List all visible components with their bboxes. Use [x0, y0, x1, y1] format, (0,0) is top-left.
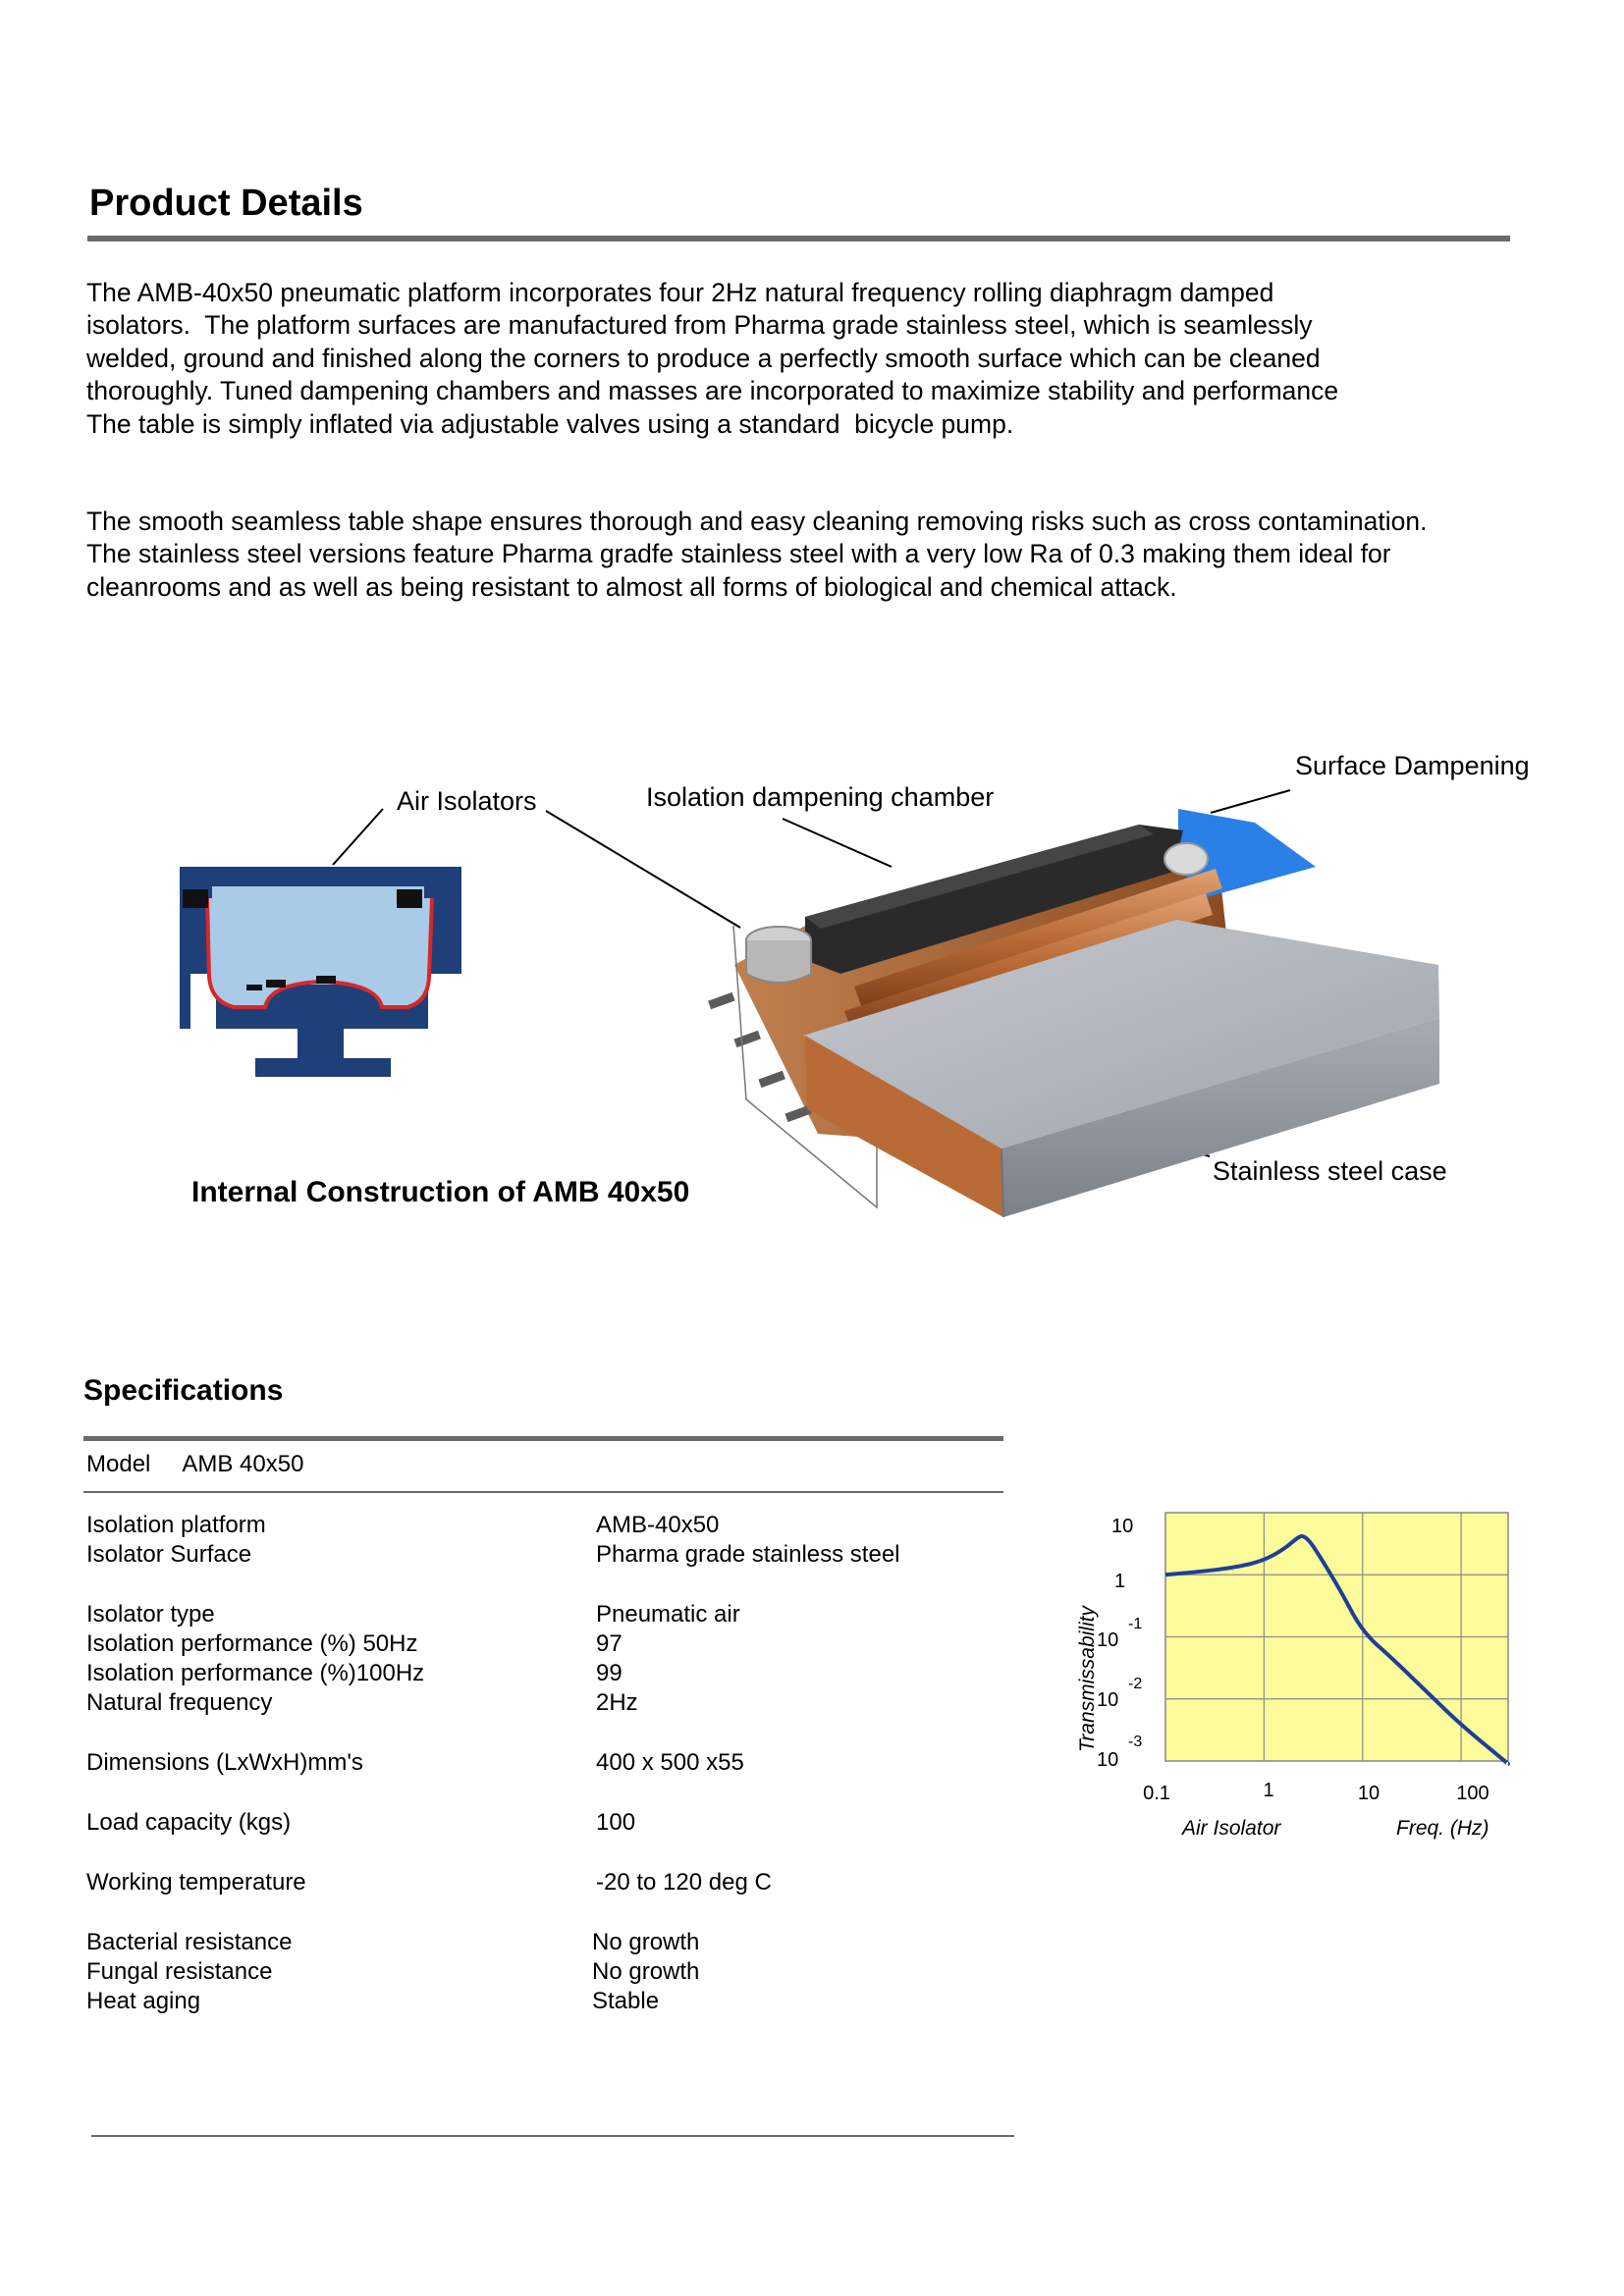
- paragraph-line: The AMB-40x50 pneumatic platform incorporates four 2Hz natural frequency rolling diaphragm damped: [86, 278, 1274, 307]
- model-value: AMB 40x50: [182, 1451, 304, 1477]
- spec-label: Isolation performance (%)100Hz: [86, 1660, 425, 1686]
- page-title: Product Details: [89, 183, 363, 224]
- paragraph-line: The smooth seamless table shape ensures thorough and easy cleaning removing risks such as cross contamination.: [86, 507, 1428, 536]
- x-tick-label: 10: [1357, 1783, 1380, 1804]
- y-tick-label: 10: [1097, 1749, 1119, 1771]
- spec-value: 99: [596, 1660, 623, 1686]
- spec-label: Natural frequency: [86, 1689, 273, 1716]
- y-tick-label: 10: [1111, 1516, 1134, 1537]
- spec-value: -20 to 120 deg C: [596, 1869, 772, 1896]
- spec-label: Working temperature: [86, 1869, 306, 1896]
- callout-dampening-chamber: Isolation dampening chamber: [646, 782, 995, 812]
- y-tick-exponent: -1: [1128, 1616, 1143, 1632]
- y-tick-label: 10: [1097, 1629, 1119, 1651]
- x-tick-label: 0.1: [1143, 1783, 1170, 1804]
- callout-surface-dampening: Surface Dampening: [1295, 751, 1530, 780]
- model-label: Model: [86, 1451, 151, 1477]
- y-axis-label: Transmissability: [1076, 1606, 1099, 1752]
- paragraph-line: isolators. The platform surfaces are manufactured from Pharma grade stainless steel, which is seamlessly: [86, 310, 1313, 341]
- intro-paragraph: [86, 277, 1540, 441]
- spec-value: Pneumatic air: [596, 1601, 740, 1628]
- spec-value: Pharma grade stainless steel: [596, 1541, 900, 1568]
- callout-stainless-case: Stainless steel case: [1213, 1156, 1447, 1186]
- paragraph-line: cleanrooms and as well as being resistant to almost all forms of biological and chemical attack.: [86, 571, 1177, 602]
- specifications-heading: Specifications: [83, 1374, 284, 1407]
- paragraph-line: The table is simply inflated via adjustable valves using a standard bicycle pump.: [86, 408, 1014, 439]
- callout-line: [546, 811, 740, 928]
- callout-air-isolators: Air Isolators: [397, 786, 537, 816]
- bottom-divider: [91, 2135, 1014, 2137]
- spec-value: 100: [596, 1809, 636, 1836]
- spec-value: No growth: [592, 1929, 700, 1955]
- spec-divider: [83, 1436, 1003, 1441]
- y-tick-exponent: -2: [1128, 1676, 1143, 1692]
- figure-caption: Internal Construction of AMB 40x50: [191, 1176, 690, 1208]
- x-axis-label: Freq. (Hz): [1396, 1817, 1489, 1840]
- spec-label: Load capacity (kgs): [86, 1809, 292, 1836]
- y-tick-label: 1: [1114, 1571, 1126, 1592]
- model-row: [86, 1451, 303, 1478]
- spec-value: No growth: [592, 1958, 700, 1985]
- spec-divider: [83, 1491, 1003, 1493]
- series-label: Air Isolator: [1182, 1817, 1281, 1840]
- transmissibility-chart: [1060, 1492, 1532, 1845]
- isolator-cross-section: [180, 867, 461, 1077]
- spec-label: Heat aging: [86, 1988, 201, 2014]
- callout-line: [783, 819, 892, 867]
- paragraph-line: The stainless steel versions feature Pharma gradfe stainless steel with a very low Ra of 0.3 making them ideal for: [86, 539, 1391, 569]
- spec-value: 2Hz: [596, 1689, 638, 1716]
- paragraph-line: welded, ground and finished along the corners to produce a perfectly smooth surface which can be cleaned: [86, 343, 1321, 373]
- y-tick-exponent: -3: [1128, 1734, 1143, 1750]
- x-tick-label: 100: [1456, 1783, 1489, 1804]
- spec-label: Dimensions (LxWxH)mm's: [86, 1749, 363, 1776]
- spec-label: Isolator Surface: [86, 1541, 252, 1568]
- spec-label: Bacterial resistance: [86, 1929, 293, 1955]
- spec-value: Stable: [592, 1988, 660, 2014]
- spec-value: 400 x 500 x55: [596, 1749, 744, 1776]
- spec-label: Isolator type: [86, 1601, 215, 1628]
- callout-line: [333, 809, 383, 865]
- spec-value: AMB-40x50: [596, 1512, 720, 1538]
- spec-label: Isolation platform: [86, 1512, 266, 1538]
- x-tick-label: 1: [1263, 1780, 1274, 1801]
- title-divider: [87, 236, 1510, 241]
- callout-line: [1211, 790, 1290, 813]
- cleaning-paragraph: [86, 506, 1540, 604]
- spec-label: Fungal resistance: [86, 1958, 273, 1985]
- spec-label: Isolation performance (%) 50Hz: [86, 1630, 418, 1657]
- y-tick-label: 10: [1097, 1689, 1119, 1711]
- spec-value: 97: [596, 1630, 623, 1657]
- paragraph-line: thoroughly. Tuned dampening chambers and masses are incorporated to maximize stability and performance: [86, 376, 1339, 406]
